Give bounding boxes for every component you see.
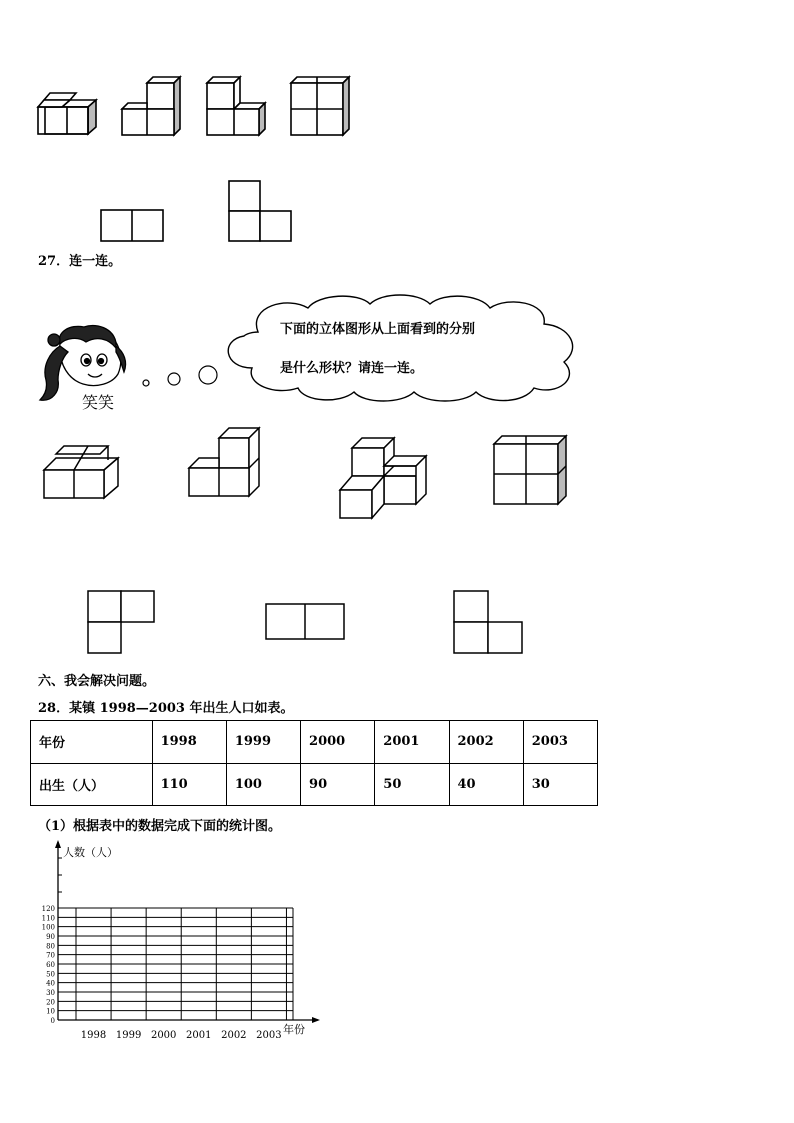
top-cube-figure-1 (36, 85, 106, 155)
question-28-label: 28．某镇 1998—2003 年出生人口如表。 (38, 701, 294, 716)
table-year-cell: 1999 (226, 721, 300, 764)
chart-x-tick-label: 2003 (256, 1030, 282, 1041)
chart-y-tick-label: 100 (41, 923, 55, 932)
table-births-cell: 90 (301, 763, 375, 806)
chart-x-tick-label: 1998 (80, 1030, 107, 1041)
chart-y-tick-label: 80 (46, 942, 55, 951)
chart-y-tick-label: 20 (46, 998, 55, 1007)
cube-figure-c (338, 434, 428, 524)
character-name: 笑笑 (82, 393, 115, 412)
chart-x-axis-label: 年份 (283, 1023, 305, 1036)
bubble-line-2: 是什么形状？请连一连。 (280, 361, 424, 376)
chart-x-tick-label: 1999 (115, 1030, 142, 1041)
chart-x-tick-label: 2001 (186, 1030, 212, 1041)
cube-figure-b (187, 424, 267, 500)
top-flat-view-1 (100, 209, 166, 243)
section-6-title: 六、我会解决问题。 (38, 674, 156, 689)
births-table-header-row (31, 721, 598, 764)
table-births-cell: 50 (375, 763, 449, 806)
flat-view-a (87, 590, 157, 654)
thought-dots (140, 362, 220, 392)
girl-character-illustration (38, 322, 138, 412)
chart-y-tick-label: 0 (50, 1017, 55, 1025)
table-row-label: 出生（人） (31, 763, 153, 806)
top-flat-view-2 (228, 180, 294, 244)
cube-figure-d (492, 434, 572, 510)
flat-view-b (265, 603, 347, 641)
question-28-sub-1: （1）根据表中的数据完成下面的统计图。 (38, 819, 282, 834)
question-27-label: 27．连一连。 (38, 254, 122, 269)
table-year-cell: 2003 (523, 721, 597, 764)
chart-y-tick-label: 10 (46, 1007, 55, 1016)
chart-y-tick-label: 60 (46, 961, 55, 969)
chart-x-tick-label: 2002 (221, 1030, 247, 1041)
thought-bubble-cloud (218, 292, 582, 404)
bubble-line-1: 下面的立体图形从上面看到的分别 (280, 322, 476, 337)
table-year-cell: 2001 (375, 721, 449, 764)
chart-y-axis-label: 人数（人） (63, 846, 118, 859)
chart-y-axis-arrow (55, 840, 61, 848)
top-cube-figure-3 (205, 73, 275, 143)
births-table-data-row (31, 763, 598, 806)
table-year-cell: 2000 (301, 721, 375, 764)
table-year-cell: 2002 (449, 721, 523, 764)
chart-y-tick-label: 40 (46, 979, 55, 988)
chart-x-tick-label: 2000 (150, 1030, 177, 1041)
table-year-cell: 1998 (152, 721, 226, 764)
chart-y-tick-label: 50 (46, 970, 55, 979)
table-header-label: 年份 (31, 721, 153, 764)
chart-y-tick-label: 30 (46, 989, 55, 997)
flat-view-c (453, 590, 525, 654)
table-births-cell: 30 (523, 763, 597, 806)
table-births-cell: 100 (226, 763, 300, 806)
chart-y-tick-label: 120 (41, 905, 55, 913)
cube-figure-a (42, 442, 122, 502)
table-births-cell: 40 (449, 763, 523, 806)
chart-y-tick-label: 90 (46, 933, 55, 941)
births-table (30, 720, 598, 806)
top-cube-figure-4 (289, 73, 359, 143)
top-cube-figure-2 (120, 73, 190, 143)
chart-y-tick-label: 70 (46, 951, 55, 960)
chart-y-tick-label: 110 (41, 914, 55, 923)
chart-x-axis-arrow (312, 1017, 320, 1023)
table-births-cell: 110 (152, 763, 226, 806)
blank-statistics-chart (38, 838, 338, 1048)
